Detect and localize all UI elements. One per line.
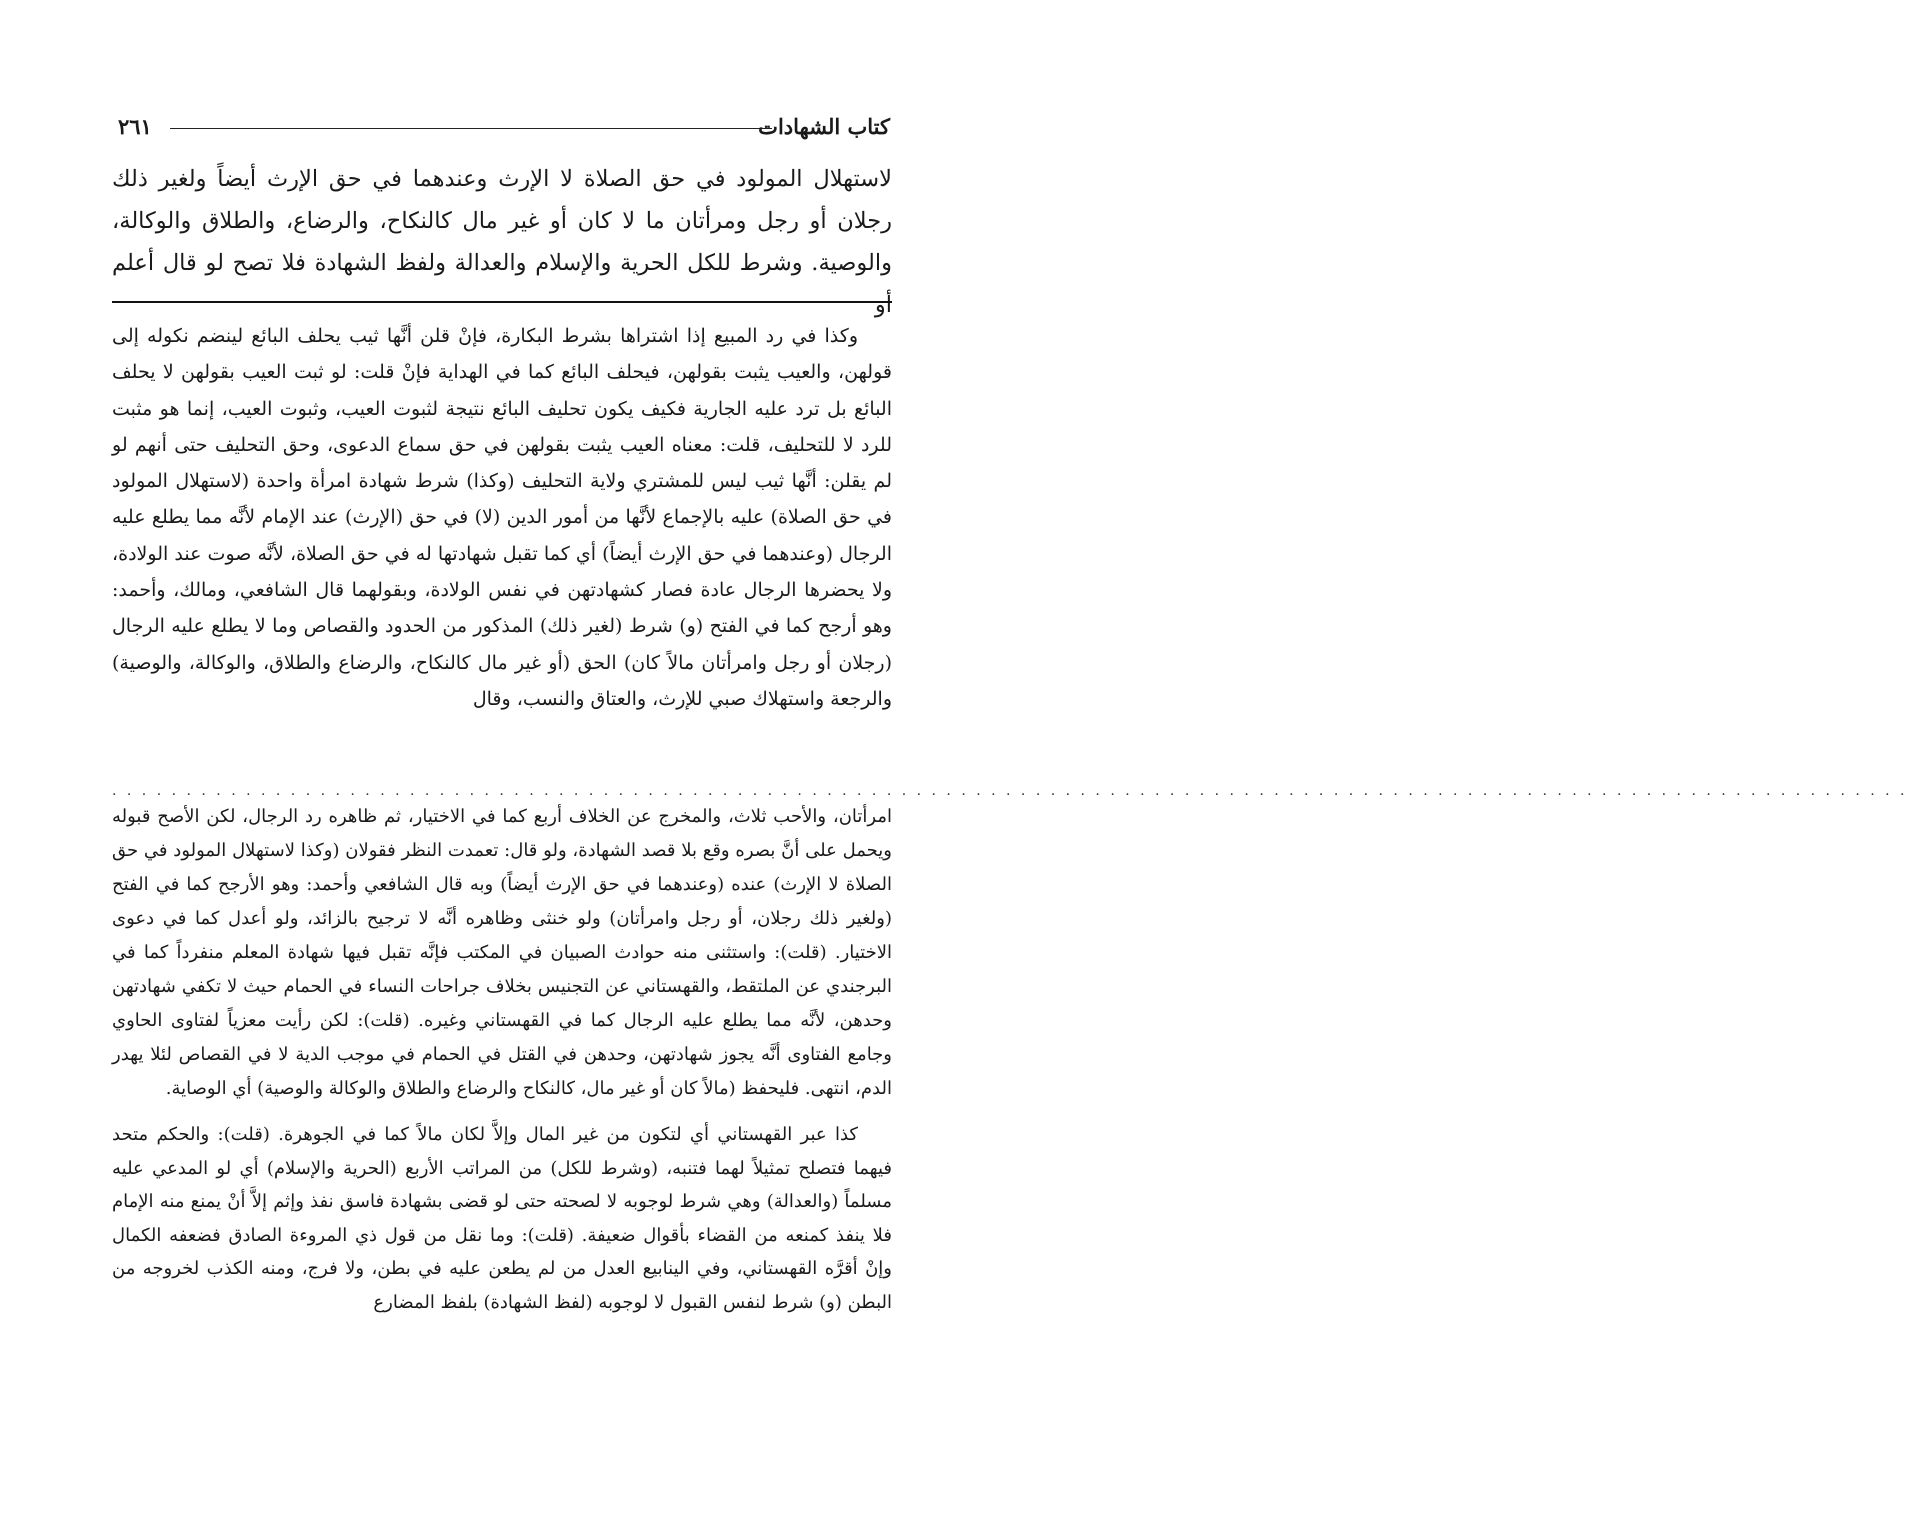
header-rule	[170, 128, 772, 129]
main-text-paragraph: لاستهلال المولود في حق الصلاة لا الإرث وعندهما في حق الإرث أيضاً ولغير ذلك رجلان أو رجل ومرأتان ما لا كان أو غير مال كالنكاح، والرضاع، والطلاق والوكالة، والوصية. وشرط للكل الحرية والإسلام والعدالة ولفظ الشهادة فلا تصح لو قال أعلم أو	[112, 166, 892, 318]
chapter-title: كتاب الشهادات	[758, 114, 890, 139]
footnotes	[112, 800, 892, 1319]
commentary	[112, 318, 892, 717]
main-text-divider	[112, 301, 892, 303]
footnote-paragraph: امرأتان، والأحب ثلاث، والمخرج عن الخلاف أربع كما في الاختيار، ثم ظاهره رد الرجال، لكن الأصح قبوله ويحمل على أنَّ بصره وقع بلا قصد الشهادة، ولو قال: تعمدت النظر فقولان (وكذا لاستهلال المولود في حق الصلاة لا الإرث) عنده (وعندهما في حق الإرث أيضاً) وبه قال الشافعي وأحمد: وهو الأرجح كما في الفتح (ولغير ذلك رجلان، أو رجل وامرأتان) ولو خنثى وظاهره أنَّه لا ترجيح بالزائد، ولو أعدل كما في دعوى الاختيار. (قلت): واستثنى منه حوادث الصبيان في المكتب فإنَّه تقبل فيها شهادة المعلم منفرداً كما في البرجندي عن الملتقط، والقهستاني عن التجنيس بخلاف جراحات النساء في الحمام حيث لا تكفي شهادتهن وحدهن، لأنَّه مما يطلع عليه الرجال كما في القهستاني وغيره. (قلت): لكن رأيت معزياً لفتاوى الحاوي وجامع الفتاوى أنَّه يجوز شهادتهن، وحدهن في القتل في الحمام في موجب الدية لا في القصاص لئلا يهدر الدم، انتهى. فليحفظ (مالاً كان أو غير مال، كالنكاح والرضاع والطلاق والوكالة والوصية) أي الوصاية.	[112, 806, 892, 1099]
page-header	[118, 112, 890, 148]
footnote-paragraph: كذا عبر القهستاني أي لتكون من غير المال وإلاَّ لكان مالاً كما في الجوهرة. (قلت): والحكم متحد فيهما فتصلح تمثيلاً لهما فتنبه، (وشرط للكل) من المراتب الأربع (الحرية والإسلام) أي لو المدعي عليه مسلماً (والعدالة) وهي شرط لوجوبه لا لصحته حتى لو قضى بشهادة فاسق نفذ وإثم إلاَّ أنْ يمنع منه الإمام فلا ينفذ كمنعه من القضاء بأقوال ضعيفة. (قلت): وما نقل من قول ذي المروءة الصادق فضعفه الكمال وإنْ أقرَّه القهستاني، وفي الينابيع العدل من لم يطعن عليه في بطن، ولا فرج، ومنه الكذب لخروجه من البطن (و) شرط لنفس القبول لا لوجوبه (لفظ الشهادة) بلفظ المضارع	[112, 1124, 892, 1313]
commentary-paragraph: وكذا في رد المبيع إذا اشتراها بشرط البكارة، فإنْ قلن أنَّها ثيب يحلف البائع لينضم نكوله إلى قولهن، والعيب يثبت بقولهن، فيحلف البائع كما في الهداية فإنْ قلت: لو ثبت العيب بقولهن لا يحلف البائع بل ترد عليه الجارية فكيف يكون تحليف البائع نتيجة لثبوت العيب، وثبوت العيب، إنما هو مثبت للرد لا للتحليف، قلت: معناه العيب يثبت بقولهن في حق سماع الدعوى، وحق التحليف حتى أنهم لو لم يقلن: أنَّها ثيب ليس للمشتري ولاية التحليف (وكذا) شرط شهادة امرأة واحدة (لاستهلال المولود في حق الصلاة) عليه بالإجماع لأنَّها من أمور الدين (لا) في حق (الإرث) عند الإمام لأنَّه مما يطلع عليه الرجال (وعندهما في حق الإرث أيضاً) أي كما تقبل شهادتها له في حق الصلاة، لأنَّه صوت عند الولادة، ولا يحضرها الرجال عادة فصار كشهادتهن في نفس الولادة، وبقولهما قال الشافعي، ومالك، وأحمد: وهو أرجح كما في الفتح (و) شرط (لغير ذلك) المذكور من الحدود والقصاص وما لا يطلع عليه الرجال (رجلان أو رجل وامرأتان مالاً كان) الحق (أو غير مال كالنكاح، والرضاع والطلاق، والوكالة، والوصية) والرجعة واستهلاك صبي للإرث، والعتاق والنسب، وقال	[112, 325, 892, 710]
page-number: ٢٦١	[118, 114, 152, 139]
dotted-divider: . . . . . . . . . . . . . . . . . . . . . . . . . . . . . . . . . . . . . . . . . . . . . . . . . . . . . . . . . . . . . . . . . . . . . . . . . . . . . . . . . . . . . . . . . . . . . . . . . . . . . . . . . . . . . . . . . . . . . . . . .	[112, 783, 1908, 799]
